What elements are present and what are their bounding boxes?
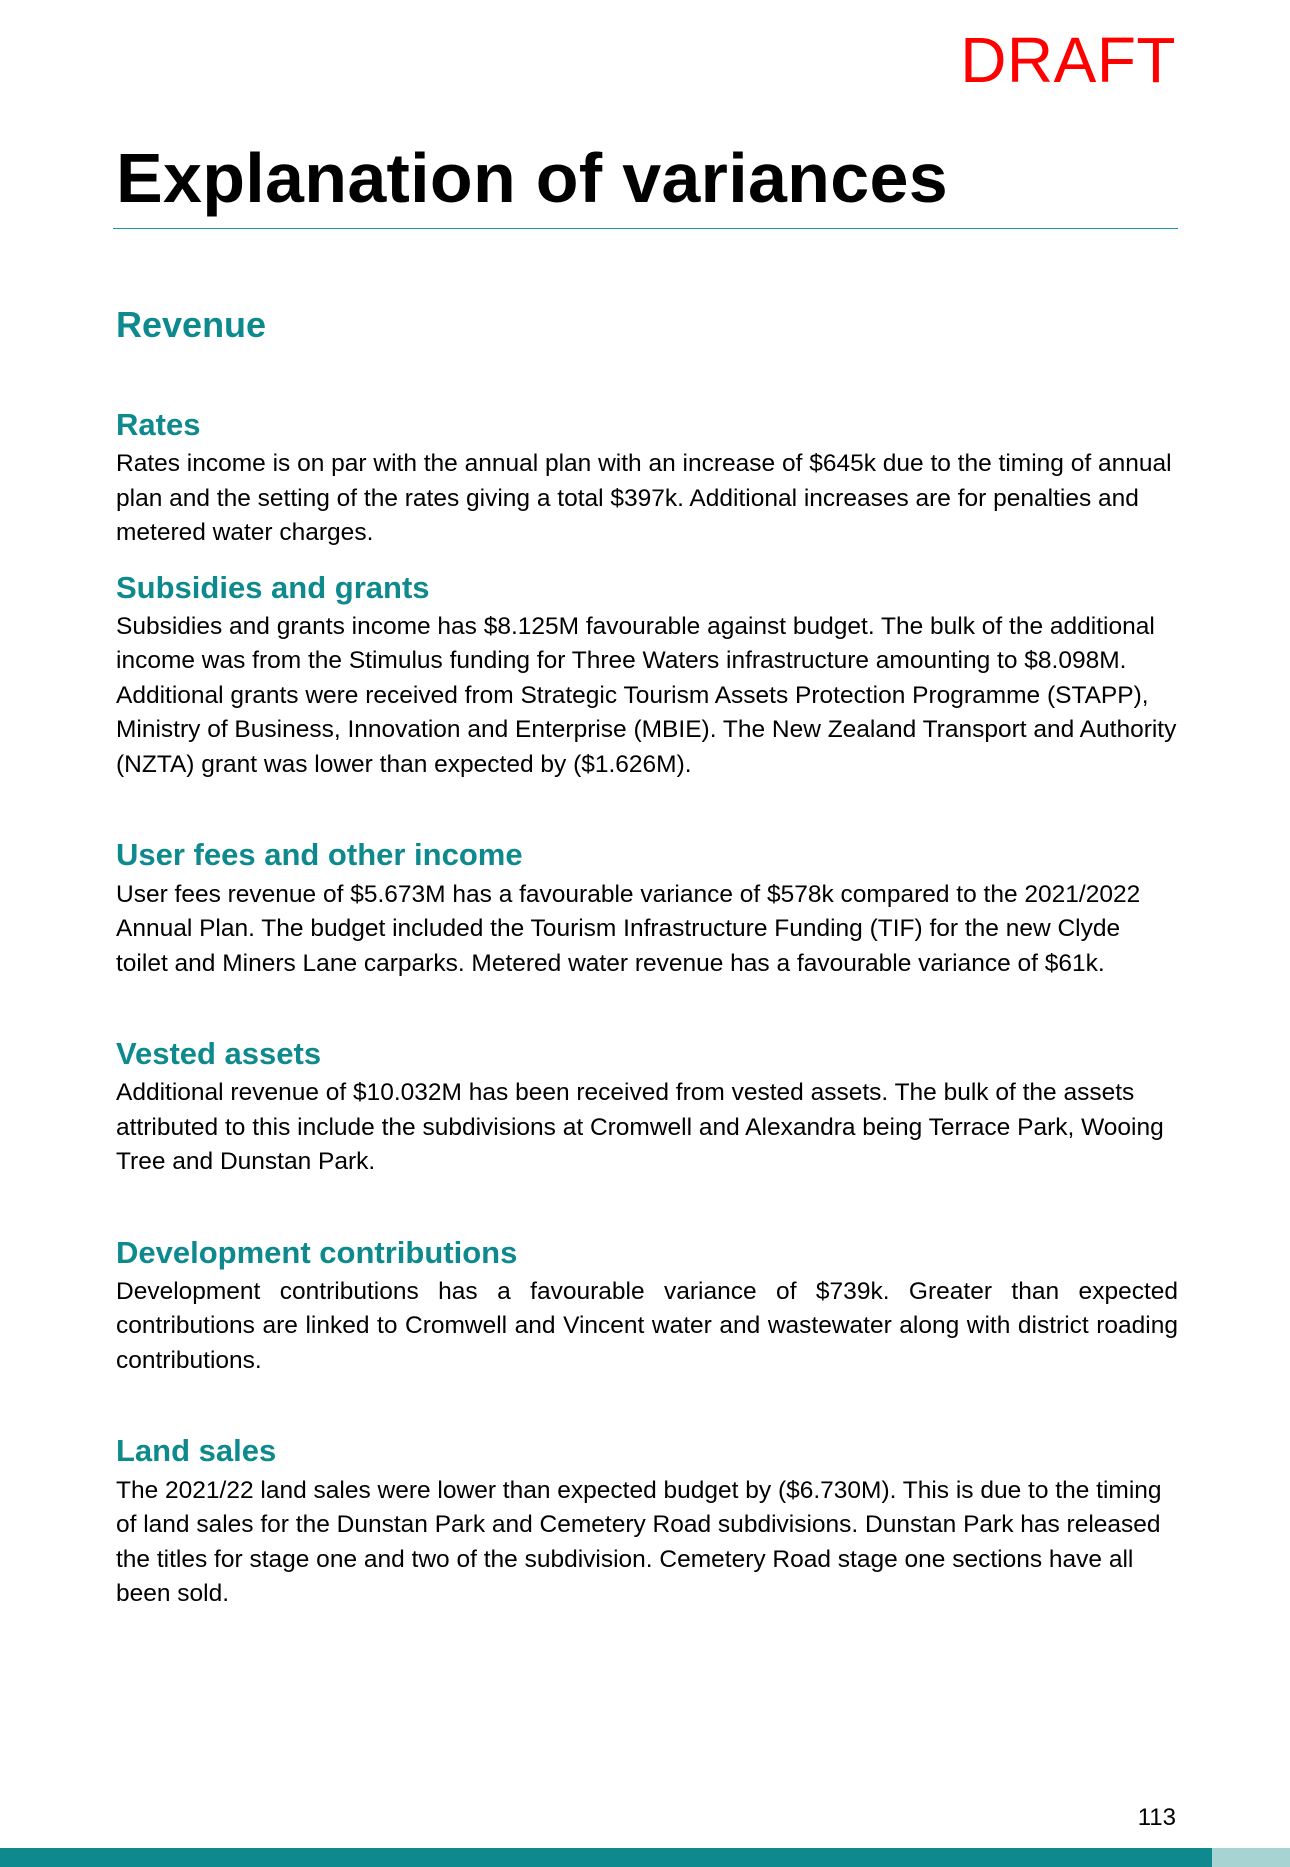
title-divider <box>113 228 1178 229</box>
content-body <box>116 406 1178 1612</box>
subsection-heading: Development contributions <box>116 1234 518 1270</box>
page-title: Explanation of variances <box>116 139 948 217</box>
footer-bar <box>0 1848 1212 1867</box>
subsection-rates <box>116 406 1178 551</box>
subsection-heading: Rates <box>116 407 201 442</box>
subsection-heading: Vested assets <box>116 1036 322 1072</box>
subsection-heading: Subsidies and grants <box>116 569 430 605</box>
subsection-body: User fees revenue of $5.673M has a favourable variance of $578k compared to the 2021/2022 Annual Plan. The budget included the Tourism Infrastructure Funding (TIF) for the new Clyde toilet and Miners Lane carparks. Metered water revenue has a favourable variance of $61k. <box>116 880 1141 977</box>
subsection-user-fees <box>116 836 1178 981</box>
subsection-heading: Land sales <box>116 1433 277 1469</box>
subsection-vested-assets <box>116 1035 1178 1180</box>
subsection-body: The 2021/22 land sales were lower than expected budget by ($6.730M). This is due to the timing of land sales for the Dunstan Park and Cemetery Road subdivisions. Dunstan Park has released the titles for stage one and two of the subdivision. Cemetery Road stage one sections have all been sold. <box>116 1476 1162 1608</box>
subsection-subsidies-and-grants <box>116 569 1178 783</box>
subsection-heading: User fees and other income <box>116 837 523 873</box>
subsection-body: Subsidies and grants income has $8.125M favourable against budget. The bulk of the additional income was from the Stimulus funding for Three Waters infrastructure amounting to $8.098M. Additional grants were received from Strategic Tourism Assets Protection Programme (STAPP), Ministry of Business, Innovation and Enterprise (MBIE). The New Zealand Transport and Authority (NZTA) grant was lower than expected by ($1.626M). <box>116 612 1177 778</box>
footer-accent <box>1212 1848 1290 1867</box>
subsection-development-contributions <box>116 1234 1178 1379</box>
subsection-body: Development contributions has a favourable variance of $739k. Greater than expected contributions are linked to Cromwell and Vincent water and wastewater along with district roading contributions. <box>116 1277 1178 1374</box>
page-number: 113 <box>1137 1804 1176 1831</box>
subsection-body: Rates income is on par with the annual plan with an increase of $645k due to the timing of annual plan and the setting of the rates giving a total $397k. Additional increases are for penalties and metered water charges. <box>116 450 1172 547</box>
draft-watermark: DRAFT <box>960 24 1176 96</box>
subsection-land-sales <box>116 1432 1178 1611</box>
subsection-body: Additional revenue of $10.032M has been received from vested assets. The bulk of the assets attributed to this include the subdivisions at Cromwell and Alexandra being Terrace Park, Wooing Tree and Dunstan Park. <box>116 1079 1164 1176</box>
section-heading-revenue: Revenue <box>116 304 267 345</box>
